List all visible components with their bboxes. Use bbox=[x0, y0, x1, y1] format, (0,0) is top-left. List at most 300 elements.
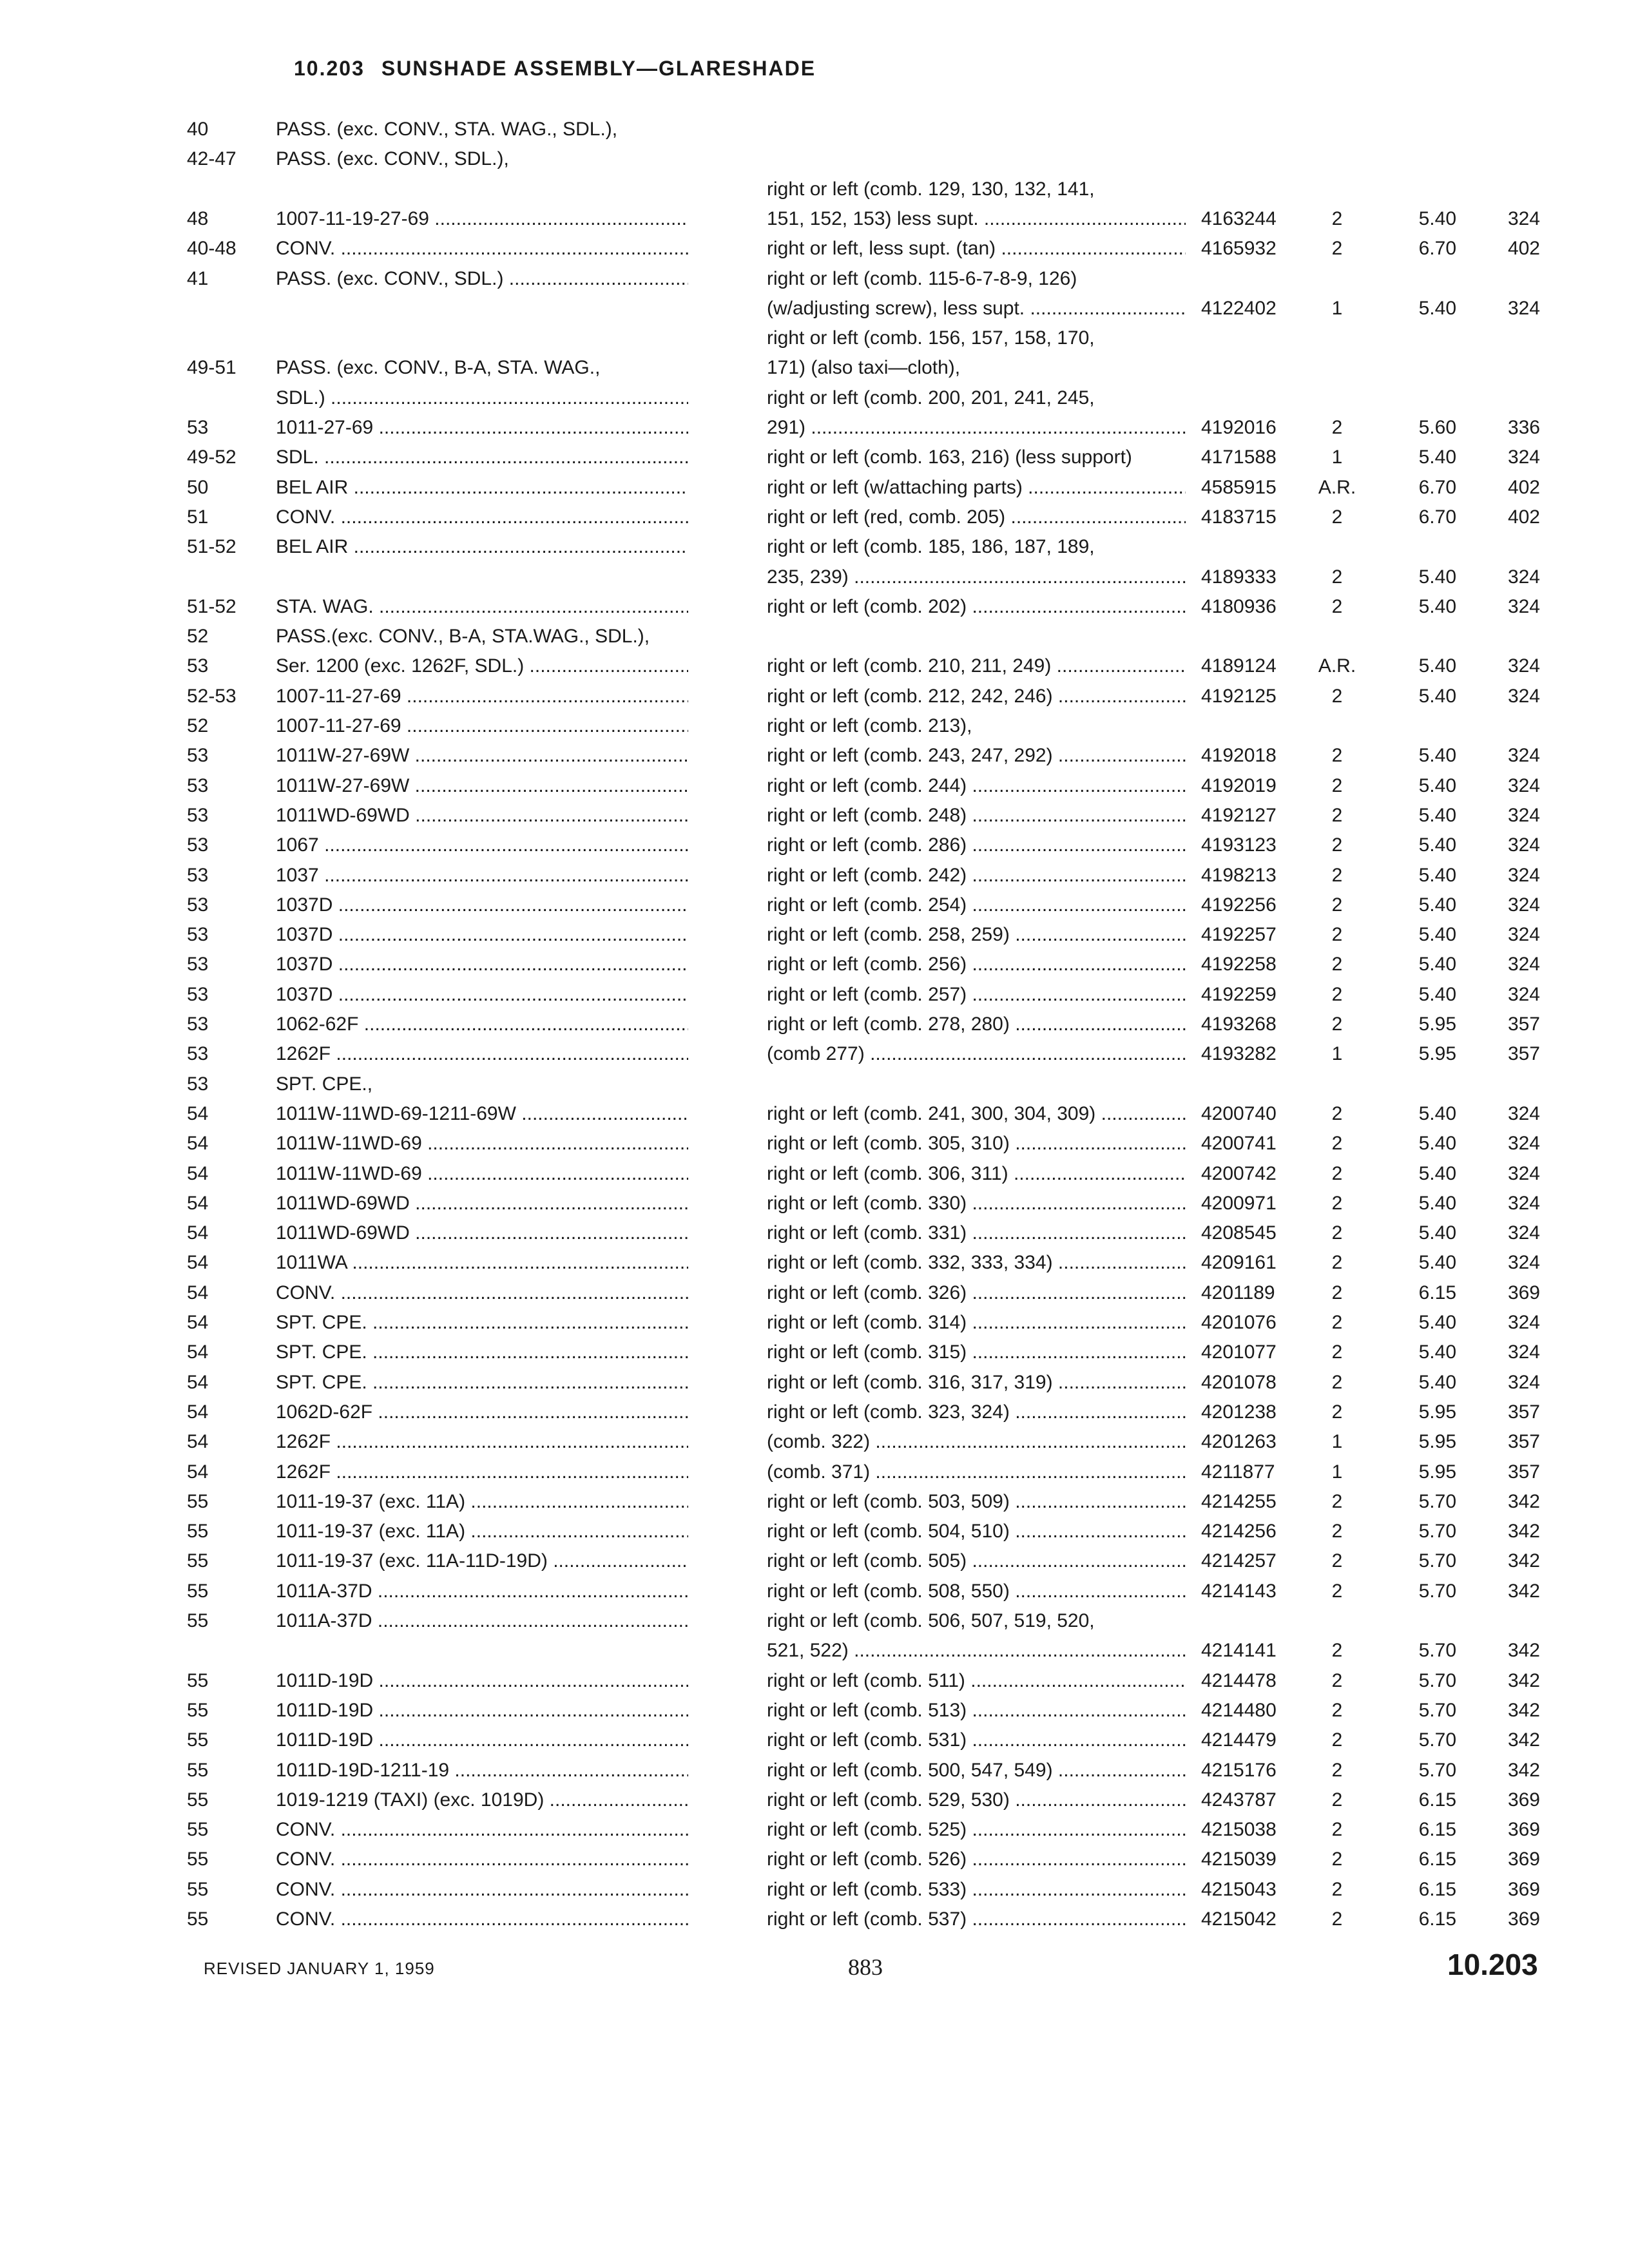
description-cell: right or left (comb. 185, 186, 187, 189, bbox=[767, 536, 1095, 557]
table-row bbox=[0, 1070, 1629, 1099]
year-cell: 53 bbox=[187, 894, 209, 916]
description-cell: right or left (comb. 500, 547, 549) ..... bbox=[767, 1756, 1186, 1785]
description-cell: right or left (comb. 505) ..... bbox=[767, 1546, 1186, 1576]
price-cell: 5.40 bbox=[1418, 208, 1456, 229]
part-number-cell: 4193282 bbox=[1201, 1043, 1277, 1064]
year-cell: 54 bbox=[187, 1133, 209, 1154]
description-cell: (comb 277) ..... bbox=[767, 1039, 1186, 1069]
model-cell: 1011W-11WD-69 ..... bbox=[276, 1159, 688, 1189]
year-cell: 52 bbox=[187, 626, 209, 647]
part-number-cell: 4165932 bbox=[1201, 238, 1277, 259]
quantity-cell: A.R. bbox=[1318, 655, 1356, 677]
model-cell: 1011D-19D ..... bbox=[276, 1696, 688, 1725]
table-row bbox=[0, 353, 1629, 383]
revision-date: REVISED JANUARY 1, 1959 bbox=[204, 1959, 435, 1978]
table-row bbox=[0, 711, 1629, 741]
group-cell: 324 bbox=[1507, 894, 1540, 916]
price-cell: 5.40 bbox=[1418, 686, 1456, 707]
quantity-cell: 2 bbox=[1331, 1670, 1343, 1691]
table-row bbox=[0, 294, 1629, 323]
year-cell: 53 bbox=[187, 417, 209, 438]
part-number-cell: 4183715 bbox=[1201, 506, 1277, 528]
group-cell: 324 bbox=[1507, 566, 1540, 588]
group-cell: 369 bbox=[1507, 1849, 1540, 1870]
table-row bbox=[0, 175, 1629, 204]
model-cell: 1011-19-37 (exc. 11A) ..... bbox=[276, 1487, 688, 1517]
table-row bbox=[0, 831, 1629, 860]
price-cell: 5.70 bbox=[1418, 1640, 1456, 1661]
price-cell: 6.15 bbox=[1418, 1282, 1456, 1303]
model-cell: BEL AIR ..... bbox=[276, 532, 688, 562]
year-cell: 54 bbox=[187, 1252, 209, 1273]
part-number-cell: 4214478 bbox=[1201, 1670, 1277, 1691]
part-number-cell: 4215039 bbox=[1201, 1849, 1277, 1870]
year-cell: 54 bbox=[187, 1341, 209, 1363]
quantity-cell: 2 bbox=[1331, 238, 1343, 259]
description-cell: right or left (comb. 331) ..... bbox=[767, 1218, 1186, 1248]
year-cell: 52-53 bbox=[187, 686, 236, 707]
group-cell: 324 bbox=[1507, 775, 1540, 796]
description-cell: right or left (comb. 508, 550) ..... bbox=[767, 1577, 1186, 1606]
group-cell: 324 bbox=[1507, 1133, 1540, 1154]
group-cell: 324 bbox=[1507, 984, 1540, 1005]
part-number-cell: 4201078 bbox=[1201, 1372, 1277, 1393]
part-number-cell: 4192019 bbox=[1201, 775, 1277, 796]
model-cell: SPT. CPE. ..... bbox=[276, 1338, 688, 1367]
model-cell: 1262F ..... bbox=[276, 1457, 688, 1487]
description-cell: right or left (comb. 286) ..... bbox=[767, 831, 1186, 860]
year-cell: 41 bbox=[187, 268, 209, 289]
part-number-cell: 4192016 bbox=[1201, 417, 1277, 438]
model-cell: SDL. ..... bbox=[276, 443, 688, 472]
model-cell: SDL.) ..... bbox=[276, 383, 688, 413]
group-cell: 342 bbox=[1507, 1670, 1540, 1691]
price-cell: 5.70 bbox=[1418, 1491, 1456, 1512]
table-row bbox=[0, 1010, 1629, 1039]
group-cell: 342 bbox=[1507, 1521, 1540, 1542]
model-cell: PASS. (exc. CONV., SDL.), bbox=[276, 148, 509, 169]
model-cell: 1062-62F ..... bbox=[276, 1010, 688, 1039]
description-cell: right or left (comb. 163, 216) (less support) bbox=[767, 447, 1132, 468]
price-cell: 5.40 bbox=[1418, 298, 1456, 319]
price-cell: 5.70 bbox=[1418, 1700, 1456, 1721]
description-cell: right or left (comb. 525) ..... bbox=[767, 1815, 1186, 1845]
description-cell: right or left (comb. 315) ..... bbox=[767, 1338, 1186, 1367]
quantity-cell: 2 bbox=[1331, 1372, 1343, 1393]
part-number-cell: 4192127 bbox=[1201, 805, 1277, 826]
table-row bbox=[0, 1546, 1629, 1576]
price-cell: 5.40 bbox=[1418, 1163, 1456, 1184]
quantity-cell: 2 bbox=[1331, 1491, 1343, 1512]
year-cell: 54 bbox=[187, 1372, 209, 1393]
quantity-cell: 2 bbox=[1331, 596, 1343, 617]
quantity-cell: 1 bbox=[1331, 1431, 1343, 1452]
description-cell: right or left (comb. 210, 211, 249) ..... bbox=[767, 651, 1186, 681]
description-cell: right or left (comb. 257) ..... bbox=[767, 980, 1186, 1010]
year-cell: 54 bbox=[187, 1461, 209, 1483]
model-cell: 1011WD-69WD ..... bbox=[276, 1189, 688, 1218]
model-cell: 1011W-27-69W ..... bbox=[276, 771, 688, 801]
year-cell: 55 bbox=[187, 1491, 209, 1512]
year-cell: 42-47 bbox=[187, 148, 236, 169]
year-cell: 55 bbox=[187, 1521, 209, 1542]
model-cell: SPT. CPE. ..... bbox=[276, 1368, 688, 1398]
group-cell: 342 bbox=[1507, 1550, 1540, 1571]
table-row bbox=[0, 1248, 1629, 1278]
group-cell: 369 bbox=[1507, 1819, 1540, 1840]
part-number-cell: 4163244 bbox=[1201, 208, 1277, 229]
part-number-cell: 4201077 bbox=[1201, 1341, 1277, 1363]
group-cell: 324 bbox=[1507, 447, 1540, 468]
year-cell: 53 bbox=[187, 655, 209, 677]
description-cell: right or left (comb. 248) ..... bbox=[767, 801, 1186, 831]
part-number-cell: 4192256 bbox=[1201, 894, 1277, 916]
group-cell: 342 bbox=[1507, 1760, 1540, 1781]
price-cell: 6.70 bbox=[1418, 238, 1456, 259]
table-row bbox=[0, 1666, 1629, 1696]
year-cell: 55 bbox=[187, 1908, 209, 1930]
year-cell: 55 bbox=[187, 1879, 209, 1900]
quantity-cell: 2 bbox=[1331, 1789, 1343, 1811]
price-cell: 5.40 bbox=[1418, 1341, 1456, 1363]
quantity-cell: 2 bbox=[1331, 1014, 1343, 1035]
description-cell: 235, 239) ..... bbox=[767, 562, 1186, 592]
description-cell: right or left (comb. 256) ..... bbox=[767, 950, 1186, 979]
description-cell: right or left (comb. 254) ..... bbox=[767, 890, 1186, 920]
part-number-cell: 4209161 bbox=[1201, 1252, 1277, 1273]
model-cell: SPT. CPE. ..... bbox=[276, 1308, 688, 1338]
model-cell: PASS. (exc. CONV., STA. WAG., SDL.), bbox=[276, 119, 618, 140]
price-cell: 6.15 bbox=[1418, 1789, 1456, 1811]
quantity-cell: 2 bbox=[1331, 1760, 1343, 1781]
model-cell: CONV. ..... bbox=[276, 1845, 688, 1874]
table-row bbox=[0, 1218, 1629, 1248]
year-cell: 54 bbox=[187, 1163, 209, 1184]
table-row bbox=[0, 1577, 1629, 1606]
year-cell: 53 bbox=[187, 1014, 209, 1035]
model-cell: 1011W-11WD-69 ..... bbox=[276, 1129, 688, 1158]
year-cell: 52 bbox=[187, 715, 209, 736]
model-cell: CONV. ..... bbox=[276, 1815, 688, 1845]
quantity-cell: 2 bbox=[1331, 805, 1343, 826]
table-row bbox=[0, 473, 1629, 503]
model-cell: SPT. CPE., bbox=[276, 1073, 373, 1095]
quantity-cell: 2 bbox=[1331, 1700, 1343, 1721]
year-cell: 48 bbox=[187, 208, 209, 229]
description-cell: right or left (comb. 537) ..... bbox=[767, 1905, 1186, 1934]
model-cell: 1011WD-69WD ..... bbox=[276, 1218, 688, 1248]
page-number: 883 bbox=[848, 1954, 883, 1980]
year-cell: 40-48 bbox=[187, 238, 236, 259]
description-cell: right or left (comb. 531) ..... bbox=[767, 1725, 1186, 1755]
quantity-cell: 2 bbox=[1331, 1341, 1343, 1363]
table-row bbox=[0, 383, 1629, 413]
group-cell: 357 bbox=[1507, 1431, 1540, 1452]
group-cell: 402 bbox=[1507, 238, 1540, 259]
part-number-cell: 4200742 bbox=[1201, 1163, 1277, 1184]
price-cell: 5.40 bbox=[1418, 745, 1456, 766]
table-row bbox=[0, 920, 1629, 950]
model-cell: 1007-11-27-69 ..... bbox=[276, 711, 688, 741]
part-number-cell: 4208545 bbox=[1201, 1222, 1277, 1244]
quantity-cell: 2 bbox=[1331, 1819, 1343, 1840]
price-cell: 5.40 bbox=[1418, 1133, 1456, 1154]
table-row bbox=[0, 1278, 1629, 1308]
part-number-cell: 4193123 bbox=[1201, 834, 1277, 856]
quantity-cell: 2 bbox=[1331, 686, 1343, 707]
year-cell: 55 bbox=[187, 1760, 209, 1781]
year-cell: 53 bbox=[187, 1043, 209, 1064]
year-cell: 54 bbox=[187, 1222, 209, 1244]
table-row bbox=[0, 771, 1629, 801]
year-cell: 54 bbox=[187, 1282, 209, 1303]
price-cell: 5.40 bbox=[1418, 1372, 1456, 1393]
quantity-cell: 1 bbox=[1331, 298, 1343, 319]
model-cell: 1011D-19D ..... bbox=[276, 1666, 688, 1696]
quantity-cell: 2 bbox=[1331, 745, 1343, 766]
description-cell: right or left (comb. 529, 530) ..... bbox=[767, 1785, 1186, 1815]
year-cell: 50 bbox=[187, 477, 209, 498]
model-cell: CONV. ..... bbox=[276, 1278, 688, 1308]
group-cell: 342 bbox=[1507, 1729, 1540, 1751]
table-row bbox=[0, 1756, 1629, 1785]
quantity-cell: 1 bbox=[1331, 447, 1343, 468]
year-cell: 55 bbox=[187, 1550, 209, 1571]
group-cell: 324 bbox=[1507, 924, 1540, 945]
description-cell: right or left (red, comb. 205) ..... bbox=[767, 503, 1186, 532]
year-cell: 55 bbox=[187, 1610, 209, 1631]
part-number-cell: 4214480 bbox=[1201, 1700, 1277, 1721]
table-row bbox=[0, 1129, 1629, 1158]
group-cell: 357 bbox=[1507, 1043, 1540, 1064]
quantity-cell: 2 bbox=[1331, 1193, 1343, 1214]
quantity-cell: A.R. bbox=[1318, 477, 1356, 498]
year-cell: 55 bbox=[187, 1789, 209, 1811]
price-cell: 5.95 bbox=[1418, 1401, 1456, 1423]
table-row bbox=[0, 1338, 1629, 1367]
model-cell: Ser. 1200 (exc. 1262F, SDL.) ..... bbox=[276, 651, 688, 681]
part-number-cell: 4189333 bbox=[1201, 566, 1277, 588]
year-cell: 54 bbox=[187, 1401, 209, 1423]
part-number-cell: 4192259 bbox=[1201, 984, 1277, 1005]
table-row bbox=[0, 1398, 1629, 1427]
description-cell: 291) ..... bbox=[767, 413, 1186, 443]
table-row bbox=[0, 682, 1629, 711]
table-row bbox=[0, 1308, 1629, 1338]
description-cell: right or left (comb. 326) ..... bbox=[767, 1278, 1186, 1308]
price-cell: 5.40 bbox=[1418, 954, 1456, 975]
model-cell: PASS.(exc. CONV., B-A, STA.WAG., SDL.), bbox=[276, 626, 650, 647]
description-cell: right or left (comb. 242) ..... bbox=[767, 861, 1186, 890]
price-cell: 5.95 bbox=[1418, 1014, 1456, 1035]
group-cell: 324 bbox=[1507, 1193, 1540, 1214]
year-cell: 53 bbox=[187, 984, 209, 1005]
price-cell: 5.40 bbox=[1418, 447, 1456, 468]
quantity-cell: 2 bbox=[1331, 1521, 1343, 1542]
quantity-cell: 2 bbox=[1331, 417, 1343, 438]
table-row bbox=[0, 1189, 1629, 1218]
description-cell: right or left (comb. 213), bbox=[767, 715, 972, 736]
table-row bbox=[0, 503, 1629, 532]
quantity-cell: 2 bbox=[1331, 506, 1343, 528]
part-number-cell: 4171588 bbox=[1201, 447, 1277, 468]
quantity-cell: 2 bbox=[1331, 1133, 1343, 1154]
group-cell: 324 bbox=[1507, 1312, 1540, 1333]
group-cell: 324 bbox=[1507, 208, 1540, 229]
table-row bbox=[0, 1517, 1629, 1546]
quantity-cell: 1 bbox=[1331, 1043, 1343, 1064]
table-row bbox=[0, 801, 1629, 831]
group-cell: 369 bbox=[1507, 1908, 1540, 1930]
model-cell: 1019-1219 (TAXI) (exc. 1019D) ..... bbox=[276, 1785, 688, 1815]
year-cell: 53 bbox=[187, 924, 209, 945]
model-cell: 1037D ..... bbox=[276, 980, 688, 1010]
description-cell: right or left (comb. 316, 317, 319) ..... bbox=[767, 1368, 1186, 1398]
price-cell: 5.95 bbox=[1418, 1461, 1456, 1483]
table-row bbox=[0, 264, 1629, 294]
group-cell: 342 bbox=[1507, 1491, 1540, 1512]
quantity-cell: 2 bbox=[1331, 1550, 1343, 1571]
group-cell: 402 bbox=[1507, 477, 1540, 498]
price-cell: 5.40 bbox=[1418, 566, 1456, 588]
table-row bbox=[0, 1636, 1629, 1666]
year-cell: 40 bbox=[187, 119, 209, 140]
quantity-cell: 2 bbox=[1331, 775, 1343, 796]
group-cell: 324 bbox=[1507, 1222, 1540, 1244]
quantity-cell: 2 bbox=[1331, 1252, 1343, 1273]
part-number-cell: 4200740 bbox=[1201, 1103, 1277, 1124]
table-row bbox=[0, 1457, 1629, 1487]
table-row bbox=[0, 1606, 1629, 1636]
price-cell: 5.95 bbox=[1418, 1043, 1456, 1064]
part-number-cell: 4192125 bbox=[1201, 686, 1277, 707]
model-cell: 1062D-62F ..... bbox=[276, 1398, 688, 1427]
year-cell: 54 bbox=[187, 1193, 209, 1214]
price-cell: 5.40 bbox=[1418, 655, 1456, 677]
table-row bbox=[0, 741, 1629, 771]
price-cell: 5.70 bbox=[1418, 1760, 1456, 1781]
quantity-cell: 2 bbox=[1331, 984, 1343, 1005]
table-row bbox=[0, 115, 1629, 144]
part-number-cell: 4211877 bbox=[1201, 1461, 1275, 1483]
group-cell: 324 bbox=[1507, 596, 1540, 617]
group-cell: 336 bbox=[1507, 417, 1540, 438]
description-cell: right or left (comb. 258, 259) ..... bbox=[767, 920, 1186, 950]
table-row bbox=[0, 1875, 1629, 1905]
part-number-cell: 4243787 bbox=[1201, 1789, 1277, 1811]
description-cell: right or left (comb. 306, 311) ..... bbox=[767, 1159, 1186, 1189]
quantity-cell: 2 bbox=[1331, 1879, 1343, 1900]
year-cell: 49-51 bbox=[187, 357, 236, 378]
group-cell: 402 bbox=[1507, 506, 1540, 528]
part-number-cell: 4192257 bbox=[1201, 924, 1277, 945]
price-cell: 5.40 bbox=[1418, 834, 1456, 856]
group-cell: 324 bbox=[1507, 1341, 1540, 1363]
group-cell: 324 bbox=[1507, 298, 1540, 319]
table-row bbox=[0, 323, 1629, 353]
price-cell: 5.40 bbox=[1418, 984, 1456, 1005]
quantity-cell: 2 bbox=[1331, 865, 1343, 886]
part-number-cell: 4215042 bbox=[1201, 1908, 1277, 1930]
group-cell: 369 bbox=[1507, 1282, 1540, 1303]
price-cell: 5.40 bbox=[1418, 1312, 1456, 1333]
model-cell: CONV. ..... bbox=[276, 503, 688, 532]
price-cell: 5.70 bbox=[1418, 1521, 1456, 1542]
table-row bbox=[0, 532, 1629, 562]
table-row bbox=[0, 204, 1629, 234]
description-cell: 151, 152, 153) less supt. ..... bbox=[767, 204, 1186, 234]
group-cell: 324 bbox=[1507, 954, 1540, 975]
price-cell: 5.40 bbox=[1418, 1103, 1456, 1124]
part-number-cell: 4214257 bbox=[1201, 1550, 1277, 1571]
model-cell: 1011W-27-69W ..... bbox=[276, 741, 688, 771]
table-row bbox=[0, 1487, 1629, 1517]
model-cell: 1007-11-19-27-69 ..... bbox=[276, 204, 688, 234]
group-cell: 324 bbox=[1507, 1372, 1540, 1393]
section-number: 10.203 bbox=[294, 57, 365, 80]
quantity-cell: 2 bbox=[1331, 1163, 1343, 1184]
part-number-cell: 4198213 bbox=[1201, 865, 1277, 886]
model-cell: 1037D ..... bbox=[276, 920, 688, 950]
table-row bbox=[0, 592, 1629, 622]
model-cell: 1011W-11WD-69-1211-69W ..... bbox=[276, 1099, 688, 1129]
model-cell: PASS. (exc. CONV., SDL.) ..... bbox=[276, 264, 688, 294]
table-row bbox=[0, 413, 1629, 443]
model-cell: 1007-11-27-69 ..... bbox=[276, 682, 688, 711]
year-cell: 51-52 bbox=[187, 536, 236, 557]
quantity-cell: 2 bbox=[1331, 1312, 1343, 1333]
price-cell: 6.15 bbox=[1418, 1849, 1456, 1870]
group-cell: 324 bbox=[1507, 1163, 1540, 1184]
description-cell: right or left (comb. 241, 300, 304, 309) ..... bbox=[767, 1099, 1186, 1129]
part-number-cell: 4214143 bbox=[1201, 1581, 1277, 1602]
year-cell: 55 bbox=[187, 1670, 209, 1691]
group-cell: 357 bbox=[1507, 1401, 1540, 1423]
description-cell: right or left (comb. 314) ..... bbox=[767, 1308, 1186, 1338]
model-cell: 1262F ..... bbox=[276, 1427, 688, 1457]
table-row bbox=[0, 1905, 1629, 1934]
part-number-cell: 4214256 bbox=[1201, 1521, 1277, 1542]
price-cell: 5.40 bbox=[1418, 805, 1456, 826]
model-cell: 1011-27-69 ..... bbox=[276, 413, 688, 443]
quantity-cell: 2 bbox=[1331, 834, 1343, 856]
description-cell: right or left (comb. 526) ..... bbox=[767, 1845, 1186, 1874]
part-number-cell: 4214141 bbox=[1201, 1640, 1277, 1661]
model-cell: 1011D-19D-1211-19 ..... bbox=[276, 1756, 688, 1785]
part-number-cell: 4201238 bbox=[1201, 1401, 1277, 1423]
quantity-cell: 2 bbox=[1331, 1581, 1343, 1602]
part-number-cell: 4180936 bbox=[1201, 596, 1277, 617]
price-cell: 5.40 bbox=[1418, 1193, 1456, 1214]
description-cell: (w/adjusting screw), less supt. ..... bbox=[767, 294, 1186, 323]
quantity-cell: 2 bbox=[1331, 1908, 1343, 1930]
price-cell: 6.15 bbox=[1418, 1908, 1456, 1930]
year-cell: 51-52 bbox=[187, 596, 236, 617]
price-cell: 5.40 bbox=[1418, 1252, 1456, 1273]
price-cell: 6.70 bbox=[1418, 477, 1456, 498]
group-cell: 342 bbox=[1507, 1640, 1540, 1661]
table-row bbox=[0, 1039, 1629, 1069]
quantity-cell: 2 bbox=[1331, 1222, 1343, 1244]
model-cell: BEL AIR ..... bbox=[276, 473, 688, 503]
year-cell: 53 bbox=[187, 834, 209, 856]
part-number-cell: 4201263 bbox=[1201, 1431, 1277, 1452]
table-row bbox=[0, 1696, 1629, 1725]
quantity-cell: 2 bbox=[1331, 566, 1343, 588]
price-cell: 5.70 bbox=[1418, 1729, 1456, 1751]
year-cell: 55 bbox=[187, 1729, 209, 1751]
year-cell: 53 bbox=[187, 805, 209, 826]
